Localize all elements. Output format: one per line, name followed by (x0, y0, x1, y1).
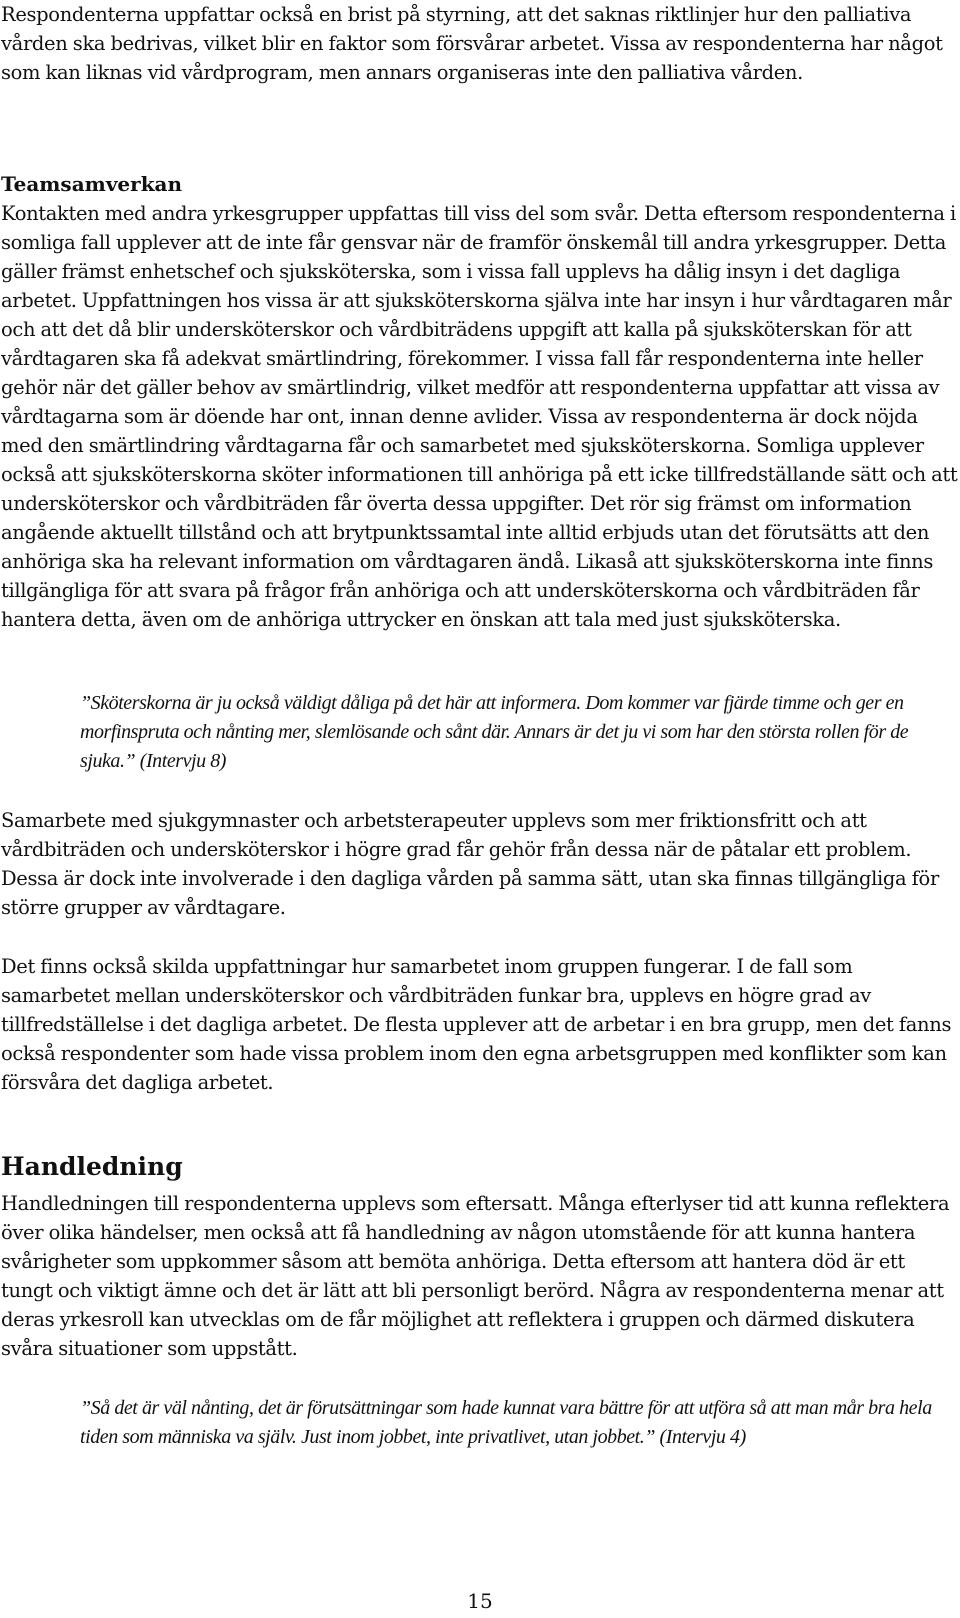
teamsamverkan-paragraph-1: Kontakten med andra yrkesgrupper uppfattas till viss del som svår. Detta eftersom respondenterna i somliga fall upplever att de inte får gensvar när de framför önskemål till andra yrkesgrupper. Detta gäller främst enhetschef och sjuksköterska, som i vissa fall upplevs ha dålig insyn i det dagliga arbetet. Uppfattningen hos vissa är att sjuksköterskorna själva inte har insyn i hur vårdtagaren mår och att det då blir undersköterskor och vårdbiträdens uppgift att kalla på sjuksköterskan för att vårdtagaren ska få adekvat smärtlindring, förekommer. I vissa fall får respondenterna inte heller gehör när det gäller behov av smärtlindrig, vilket medför att respondenterna uppfattar att vissa av vårdtagarna som är döende har ont, innan denne avlider. Vissa av respondenterna är dock nöjda med den smärtlindring vårdtagarna får och samarbetet med sjuksköterskorna. Somliga upplever också att sjuksköterskorna sköter informationen till anhöriga på ett icke tillfredställande sätt och att undersköterskor och vårdbiträden får överta dessa uppgifter. Det rör sig främst om information angående aktuellt tillstånd och att brytpunktssamtal inte alltid erbjuds utan det förutsätts att den anhöriga ska ha relevant information om vårdtagaren ändå. Likaså att sjuksköterskorna inte finns tillgängliga för att svara på frågor från anhöriga och att undersköterskorna och vårdbiträden får hantera detta, även om de anhöriga uttrycker en önskan att tala med just sjuksköterska. (1, 202, 958, 631)
intro-paragraph: Respondenterna uppfattar också en brist på styrning, att det saknas riktlinjer hur den palliativa vården ska bedrivas, vilket blir en faktor som försvårar arbetet. Vissa av respondenterna har något som kan liknas vid vårdprogram, men annars organiseras inte den palliativa vården. (1, 3, 943, 84)
page-number: 15 (467, 1589, 493, 1613)
teamsamverkan-paragraph-3: Det finns också skilda uppfattningar hur samarbetet inom gruppen fungerar. I de fall som samarbetet mellan undersköterskor och vårdbiträden funkar bra, upplevs en högre grad av tillfredställelse i det dagliga arbetet. De flesta upplever att de arbetar i en bra grupp, men det fanns också respondenter som hade vissa problem inom den egna arbetsgruppen med konflikter som kan försvåra det dagliga arbetet. (1, 955, 952, 1094)
section-heading-handledning: Handledning (1, 1152, 183, 1181)
handledning-paragraph-1: Handledningen till respondenterna upplevs som eftersatt. Många efterlyser tid att kunna reflektera över olika händelser, men också att få handledning av någon utomstående för att kunna hantera svårigheter som uppkommer såsom att bemöta anhöriga. Detta eftersom att hantera död är ett tungt och viktigt ämne och det är lätt att bli personligt berörd. Några av respondenterna menar att deras yrkesroll kan utvecklas om de får möjlighet att reflektera i gruppen och därmed diskutera svåra situationer som uppstått. (1, 1192, 950, 1360)
interview-quote-8: ”Sköterskorna är ju också väldigt dåliga på det här att informera. Dom kommer var fjärde timme och ger en morfinspruta och nånting mer, slemlösande och sånt där. Annars är det ju vi som har den största rollen för de sjuka.” (Intervju 8) (80, 692, 909, 772)
teamsamverkan-paragraph-2: Samarbete med sjukgymnaster och arbetsterapeuter upplevs som mer friktionsfritt och att vårdbiträden och undersköterskor i högre grad får gehör från dessa när de påtalar ett problem. Dessa är dock inte involverade i den dagliga vården på samma sätt, utan ska finnas tillgängliga för större grupper av vårdtagare. (1, 809, 939, 919)
section-heading-teamsamverkan: Teamsamverkan (1, 172, 183, 196)
interview-quote-4: ”Så det är väl nånting, det är förutsättningar som hade kunnat vara bättre för att utföra så att man mår bra hela tiden som människa va själv. Just inom jobbet, inte privatlivet, utan jobbet.” (Intervju 4) (80, 1397, 932, 1448)
